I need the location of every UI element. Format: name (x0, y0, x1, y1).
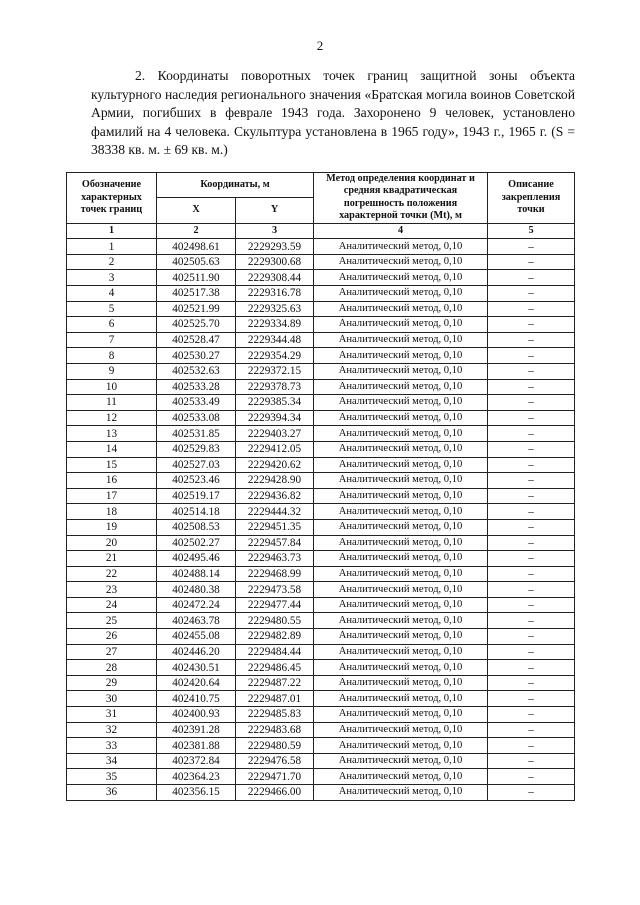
cell-x: 402533.28 (157, 379, 236, 395)
table-row (67, 551, 575, 567)
cell-description: – (488, 566, 575, 582)
cell-point: 1 (67, 239, 157, 255)
cell-x: 402410.75 (157, 691, 236, 707)
cell-method: Аналитический метод, 0,10 (314, 457, 488, 473)
cell-point: 21 (67, 551, 157, 567)
cell-point: 6 (67, 317, 157, 333)
header-method: Метод определения координат и средняя квадратическая погрешность положения характерной точки (Mt), м (314, 173, 488, 224)
cell-y: 2229480.59 (236, 738, 314, 754)
cell-description: – (488, 535, 575, 551)
cell-y: 2229463.73 (236, 551, 314, 567)
cell-description: – (488, 395, 575, 411)
table-row (67, 769, 575, 785)
cell-y: 2229482.89 (236, 629, 314, 645)
cell-y: 2229378.73 (236, 379, 314, 395)
table-header (67, 173, 575, 239)
table-row (67, 348, 575, 364)
cell-point: 28 (67, 660, 157, 676)
table-row (67, 597, 575, 613)
cell-method: Аналитический метод, 0,10 (314, 254, 488, 270)
cell-method: Аналитический метод, 0,10 (314, 332, 488, 348)
cell-description: – (488, 597, 575, 613)
cell-description: – (488, 317, 575, 333)
cell-y: 2229487.22 (236, 675, 314, 691)
cell-point: 16 (67, 473, 157, 489)
cell-description: – (488, 379, 575, 395)
cell-description: – (488, 753, 575, 769)
header-x: X (157, 198, 236, 223)
cell-y: 2229487.01 (236, 691, 314, 707)
cell-x: 402508.53 (157, 519, 236, 535)
cell-x: 402430.51 (157, 660, 236, 676)
cell-method: Аналитический метод, 0,10 (314, 535, 488, 551)
cell-x: 402381.88 (157, 738, 236, 754)
cell-description: – (488, 675, 575, 691)
cell-point: 26 (67, 629, 157, 645)
cell-point: 36 (67, 785, 157, 801)
cell-description: – (488, 488, 575, 504)
cell-y: 2229457.84 (236, 535, 314, 551)
table-row (67, 332, 575, 348)
cell-x: 402463.78 (157, 613, 236, 629)
cell-y: 2229436.82 (236, 488, 314, 504)
cell-y: 2229486.45 (236, 660, 314, 676)
table-row (67, 286, 575, 302)
cell-description: – (488, 582, 575, 598)
cell-point: 9 (67, 363, 157, 379)
cell-x: 402533.49 (157, 395, 236, 411)
table-row (67, 473, 575, 489)
cell-point: 27 (67, 644, 157, 660)
cell-point: 34 (67, 753, 157, 769)
cell-description: – (488, 629, 575, 645)
cell-method: Аналитический метод, 0,10 (314, 239, 488, 255)
cell-description: – (488, 254, 575, 270)
cell-y: 2229412.05 (236, 441, 314, 457)
table-row (67, 691, 575, 707)
table-row (67, 785, 575, 801)
column-number: 5 (488, 223, 575, 239)
cell-x: 402528.47 (157, 332, 236, 348)
cell-y: 2229293.59 (236, 239, 314, 255)
cell-method: Аналитический метод, 0,10 (314, 348, 488, 364)
cell-method: Аналитический метод, 0,10 (314, 597, 488, 613)
cell-point: 2 (67, 254, 157, 270)
cell-method: Аналитический метод, 0,10 (314, 410, 488, 426)
cell-description: – (488, 785, 575, 801)
cell-x: 402514.18 (157, 504, 236, 520)
cell-x: 402420.64 (157, 675, 236, 691)
cell-point: 8 (67, 348, 157, 364)
cell-y: 2229403.27 (236, 426, 314, 442)
cell-point: 24 (67, 597, 157, 613)
cell-point: 14 (67, 441, 157, 457)
table-row (67, 239, 575, 255)
cell-y: 2229484.44 (236, 644, 314, 660)
cell-y: 2229344.48 (236, 332, 314, 348)
cell-x: 402511.90 (157, 270, 236, 286)
cell-y: 2229473.58 (236, 582, 314, 598)
cell-point: 32 (67, 722, 157, 738)
cell-description: – (488, 613, 575, 629)
column-number: 2 (157, 223, 236, 239)
cell-x: 402480.38 (157, 582, 236, 598)
cell-x: 402391.28 (157, 722, 236, 738)
table-row (67, 457, 575, 473)
header-point: Обозначение характерных точек границ (67, 173, 157, 224)
cell-description: – (488, 457, 575, 473)
cell-method: Аналитический метод, 0,10 (314, 582, 488, 598)
section-heading (91, 67, 575, 160)
cell-point: 18 (67, 504, 157, 520)
cell-description: – (488, 348, 575, 364)
cell-method: Аналитический метод, 0,10 (314, 769, 488, 785)
table-row (67, 613, 575, 629)
table-row (67, 753, 575, 769)
cell-method: Аналитический метод, 0,10 (314, 722, 488, 738)
table-row (67, 675, 575, 691)
cell-method: Аналитический метод, 0,10 (314, 441, 488, 457)
cell-x: 402356.15 (157, 785, 236, 801)
cell-y: 2229483.68 (236, 722, 314, 738)
cell-description: – (488, 738, 575, 754)
table-row (67, 722, 575, 738)
cell-description: – (488, 473, 575, 489)
cell-point: 3 (67, 270, 157, 286)
table-row (67, 488, 575, 504)
cell-y: 2229466.00 (236, 785, 314, 801)
cell-method: Аналитический метод, 0,10 (314, 566, 488, 582)
cell-x: 402517.38 (157, 286, 236, 302)
cell-y: 2229394.34 (236, 410, 314, 426)
cell-x: 402505.63 (157, 254, 236, 270)
table-row (67, 395, 575, 411)
column-number: 1 (67, 223, 157, 239)
page-number: 2 (316, 38, 324, 53)
cell-method: Аналитический метод, 0,10 (314, 395, 488, 411)
cell-method: Аналитический метод, 0,10 (314, 317, 488, 333)
cell-point: 22 (67, 566, 157, 582)
cell-point: 17 (67, 488, 157, 504)
cell-method: Аналитический метод, 0,10 (314, 301, 488, 317)
cell-method: Аналитический метод, 0,10 (314, 286, 488, 302)
column-number: 3 (236, 223, 314, 239)
cell-method: Аналитический метод, 0,10 (314, 644, 488, 660)
cell-method: Аналитический метод, 0,10 (314, 707, 488, 723)
cell-y: 2229372.15 (236, 363, 314, 379)
cell-method: Аналитический метод, 0,10 (314, 504, 488, 520)
cell-description: – (488, 644, 575, 660)
cell-y: 2229480.55 (236, 613, 314, 629)
cell-y: 2229468.99 (236, 566, 314, 582)
cell-x: 402529.83 (157, 441, 236, 457)
table-row (67, 504, 575, 520)
header-y: Y (236, 198, 314, 223)
cell-point: 25 (67, 613, 157, 629)
cell-y: 2229334.89 (236, 317, 314, 333)
cell-x: 402502.27 (157, 535, 236, 551)
cell-method: Аналитический метод, 0,10 (314, 785, 488, 801)
cell-x: 402446.20 (157, 644, 236, 660)
table-row (67, 254, 575, 270)
cell-y: 2229476.58 (236, 753, 314, 769)
table-row (67, 410, 575, 426)
cell-y: 2229451.35 (236, 519, 314, 535)
table-row (67, 738, 575, 754)
cell-y: 2229477.44 (236, 597, 314, 613)
cell-point: 7 (67, 332, 157, 348)
table-row (67, 644, 575, 660)
table-row (67, 301, 575, 317)
cell-method: Аналитический метод, 0,10 (314, 519, 488, 535)
table-row (67, 535, 575, 551)
cell-method: Аналитический метод, 0,10 (314, 551, 488, 567)
cell-x: 402523.46 (157, 473, 236, 489)
cell-y: 2229485.83 (236, 707, 314, 723)
table-body (67, 239, 575, 800)
cell-description: – (488, 551, 575, 567)
cell-description: – (488, 660, 575, 676)
cell-x: 402532.63 (157, 363, 236, 379)
cell-description: – (488, 410, 575, 426)
coordinates-table (66, 172, 575, 801)
cell-description: – (488, 301, 575, 317)
cell-point: 23 (67, 582, 157, 598)
cell-point: 5 (67, 301, 157, 317)
table-row (67, 582, 575, 598)
cell-x: 402525.70 (157, 317, 236, 333)
table-row (67, 629, 575, 645)
cell-y: 2229385.34 (236, 395, 314, 411)
cell-method: Аналитический метод, 0,10 (314, 488, 488, 504)
cell-x: 402455.08 (157, 629, 236, 645)
table-row (67, 270, 575, 286)
column-number: 4 (314, 223, 488, 239)
cell-description: – (488, 722, 575, 738)
cell-description: – (488, 426, 575, 442)
cell-x: 402488.14 (157, 566, 236, 582)
cell-x: 402372.84 (157, 753, 236, 769)
cell-x: 402495.46 (157, 551, 236, 567)
cell-y: 2229325.63 (236, 301, 314, 317)
cell-description: – (488, 691, 575, 707)
cell-y: 2229471.70 (236, 769, 314, 785)
cell-point: 15 (67, 457, 157, 473)
cell-y: 2229420.62 (236, 457, 314, 473)
cell-description: – (488, 239, 575, 255)
cell-x: 402519.17 (157, 488, 236, 504)
cell-description: – (488, 769, 575, 785)
cell-method: Аналитический метод, 0,10 (314, 753, 488, 769)
cell-x: 402531.85 (157, 426, 236, 442)
cell-x: 402527.03 (157, 457, 236, 473)
cell-point: 12 (67, 410, 157, 426)
cell-x: 402521.99 (157, 301, 236, 317)
cell-y: 2229354.29 (236, 348, 314, 364)
cell-description: – (488, 363, 575, 379)
cell-point: 4 (67, 286, 157, 302)
cell-description: – (488, 707, 575, 723)
cell-point: 31 (67, 707, 157, 723)
cell-description: – (488, 286, 575, 302)
cell-description: – (488, 519, 575, 535)
cell-method: Аналитический метод, 0,10 (314, 660, 488, 676)
cell-description: – (488, 504, 575, 520)
table-row (67, 566, 575, 582)
cell-x: 402498.61 (157, 239, 236, 255)
cell-description: – (488, 332, 575, 348)
cell-x: 402472.24 (157, 597, 236, 613)
table-row (67, 363, 575, 379)
cell-y: 2229428.90 (236, 473, 314, 489)
cell-point: 11 (67, 395, 157, 411)
cell-method: Аналитический метод, 0,10 (314, 473, 488, 489)
cell-x: 402533.08 (157, 410, 236, 426)
cell-method: Аналитический метод, 0,10 (314, 363, 488, 379)
table-row (67, 317, 575, 333)
cell-method: Аналитический метод, 0,10 (314, 379, 488, 395)
cell-y: 2229300.68 (236, 254, 314, 270)
cell-x: 402530.27 (157, 348, 236, 364)
cell-method: Аналитический метод, 0,10 (314, 270, 488, 286)
cell-y: 2229308.44 (236, 270, 314, 286)
cell-point: 20 (67, 535, 157, 551)
cell-method: Аналитический метод, 0,10 (314, 691, 488, 707)
cell-point: 33 (67, 738, 157, 754)
heading-text: 2. Координаты поворотных точек границ защитной зоны объекта культурного наследия регионального значения «Братская могила воинов Советской Армии, погибших в феврале 1943 года. Захоронено 9 человек, установлено фамилий на 4 человека. Скульптура установлена в 1965 году», 1943 г., 1965 г. (S = 38338 кв. м. ± 69 кв. м.) (91, 68, 575, 158)
cell-x: 402400.93 (157, 707, 236, 723)
cell-description: – (488, 270, 575, 286)
cell-method: Аналитический метод, 0,10 (314, 426, 488, 442)
table-row (67, 707, 575, 723)
cell-x: 402364.23 (157, 769, 236, 785)
table-row (67, 441, 575, 457)
cell-point: 35 (67, 769, 157, 785)
cell-method: Аналитический метод, 0,10 (314, 675, 488, 691)
cell-point: 29 (67, 675, 157, 691)
cell-point: 13 (67, 426, 157, 442)
table-row (67, 519, 575, 535)
cell-y: 2229316.78 (236, 286, 314, 302)
cell-method: Аналитический метод, 0,10 (314, 738, 488, 754)
cell-point: 10 (67, 379, 157, 395)
table-row (67, 426, 575, 442)
table-row (67, 660, 575, 676)
cell-method: Аналитический метод, 0,10 (314, 613, 488, 629)
cell-description: – (488, 441, 575, 457)
header-coordinates: Координаты, м (157, 173, 314, 198)
cell-y: 2229444.32 (236, 504, 314, 520)
cell-method: Аналитический метод, 0,10 (314, 629, 488, 645)
cell-point: 30 (67, 691, 157, 707)
header-description: Описание закрепления точки (488, 173, 575, 224)
cell-point: 19 (67, 519, 157, 535)
table-row (67, 379, 575, 395)
